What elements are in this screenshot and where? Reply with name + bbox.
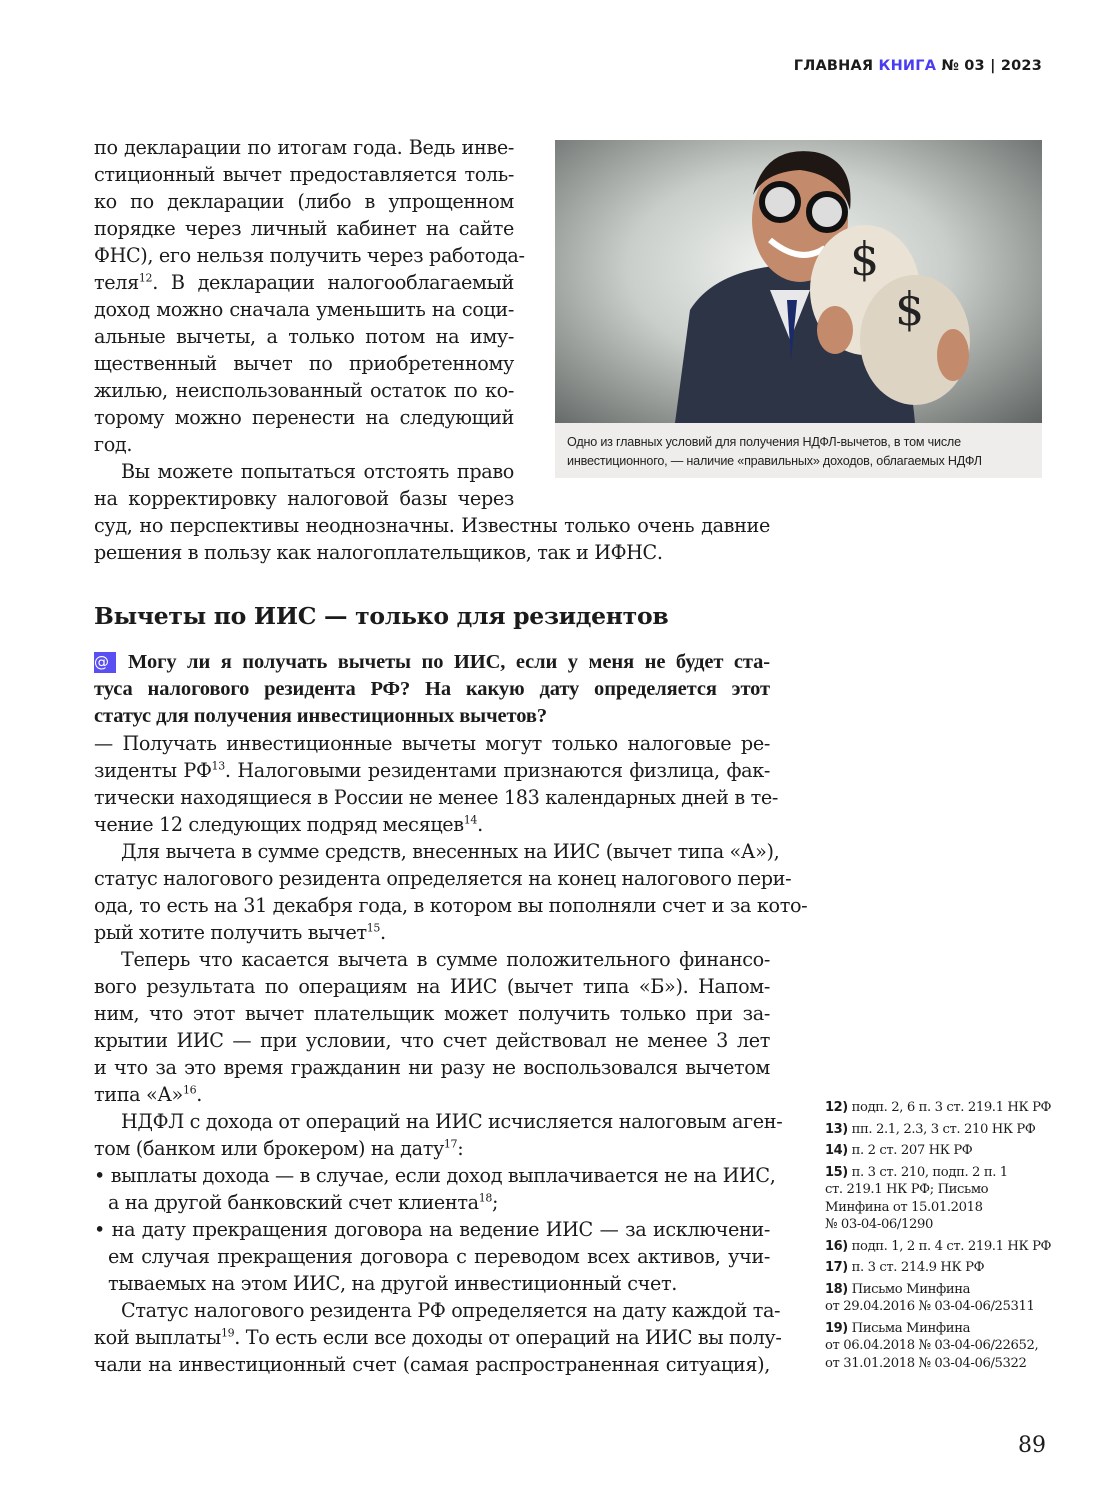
dollar-sign-icon: $ [895,282,925,336]
text-segment: стиционный вычет предоставляется толь- [94,163,514,186]
text-line [94,1135,770,1162]
text-line [94,1108,783,1135]
footnote-text: от 29.04.2016 № 03-04-06/25311 [825,1299,1035,1314]
footnote-number: 14) [825,1143,848,1158]
footnote-number: 16) [825,1238,848,1254]
text-line [94,1297,781,1324]
text-segment: торому можно перенести на следующий [94,406,514,429]
text-line [94,1324,782,1351]
text-line [94,892,808,919]
text-segment: решения в пользу как налогоплательщиков, так и ИФНС. [94,541,663,564]
text-segment: . [196,1083,203,1106]
masthead [794,58,1042,74]
footnote-item [825,1281,1055,1316]
text-line [94,973,770,1000]
text-line [94,1162,776,1189]
text-line [94,458,514,485]
footnotes [825,1099,1055,1376]
text-segment: на корректировку налоговой базы через [94,487,514,510]
article-photo [555,140,1042,423]
text-segment: вого результата по операциям на ИИС (вычет типа «Б»). Напом- [94,975,770,998]
footnote-text: Письма Минфина [851,1320,971,1336]
text-segment: щественный вычет по приобретенному [94,352,514,375]
text-segment: порядке через личный кабинет на сайте [94,217,514,240]
footnote-text: № 03-04-06/1290 [825,1217,933,1232]
footnote-reference: 19 [220,1326,235,1340]
text-segment: чали на инвестиционный счет (самая распространенная ситуация), [94,1353,770,1376]
footnote-text: Письмо Минфина [851,1281,971,1297]
brand-name-2: КНИГА [878,58,937,74]
text-segment: том (банком или брокером) на дату [94,1137,444,1160]
footnote-text: пп. 2.1, 2.3, 3 ст. 210 НК РФ [851,1121,1036,1137]
text-line [94,703,770,730]
footnote-number: 12) [825,1100,848,1115]
footnote-text: подп. 1, 2 п. 4 ст. 219.1 НК РФ [851,1238,1052,1254]
text-line [94,730,770,757]
footnote-reference: 16 [182,1083,197,1097]
text-line [94,1189,770,1216]
footnote-reference: 12 [138,271,153,285]
issue-number: № 03 | 2023 [941,58,1042,74]
text-segment: зиденты РФ [94,759,212,782]
text-segment: рый хотите получить вычет [94,921,367,944]
text-segment: Теперь что касается вычета в сумме положительного финансо- [121,948,770,971]
text-line [94,1243,770,1270]
text-line [94,323,514,350]
text-line [94,431,514,458]
footnote-item [825,1142,1055,1160]
footnote-text: ст. 219.1 НК РФ; Письмо [825,1182,989,1197]
text-line [94,485,514,512]
text-segment: крытии ИИС — при условии, что счет действовал не менее 3 лет [94,1029,770,1052]
footnote-text: от 31.01.2018 № 03-04-06/5322 [825,1355,1027,1371]
text-line [94,838,780,865]
text-line [94,1081,770,1108]
text-line [94,215,514,242]
footnote-reference: 13 [211,759,225,773]
footnote-item [825,1238,1055,1256]
text-line [94,242,525,269]
text-segment: альные вычеты, а только потом на иму- [94,325,514,348]
question-at-icon: @ [94,652,116,673]
text-segment: . То есть если все доходы от операций на ИИС вы полу- [234,1326,782,1349]
text-line [94,676,770,703]
text-segment: Для вычета в сумме средств, внесенных на ИИС (вычет типа «А»), [121,840,780,863]
text-segment: ода, то есть на 31 декабря года, в котором вы пополняли счет и за кото- [94,894,808,917]
footnote-number: 19) [825,1320,848,1336]
text-line [94,1351,770,1378]
photo-caption: Одно из главных условий для получения НДФЛ-вычетов, в том числе инвестиционного, — наличие «правильных» доходов, облагаемых НДФЛ [555,423,1042,478]
text-segment: ко по декларации (либо в упрощенном [94,190,514,213]
text-line [94,296,514,323]
text-segment: год. [94,433,133,456]
footnote-text: подп. 2, 6 п. 3 ст. 219.1 НК РФ [851,1100,1052,1115]
footnote-item [825,1099,1055,1117]
text-line [94,757,770,784]
text-segment: : [457,1137,464,1160]
footnote-item [825,1164,1055,1234]
text-line [94,404,514,431]
footnote-item [825,1259,1055,1277]
footnote-number: 13) [825,1121,848,1137]
text-segment: туса налогового резидента РФ? На какую дату определяется этот [94,678,770,700]
section-heading: Вычеты по ИИС — только для резидентов [94,602,669,630]
text-segment: чение 12 следующих подряд месяцев [94,813,464,836]
text-segment: и что за это время гражданин ни разу не воспользовался вычетом [94,1056,770,1079]
text-line [94,1054,770,1081]
text-segment: а на другой банковский счет клиента [108,1191,479,1214]
text-segment: кой выплаты [94,1326,221,1349]
text-segment: ем случая прекращения договора с переводом всех активов, учи- [108,1245,770,1268]
footnote-text: п. 2 ст. 207 НК РФ [851,1143,973,1158]
text-line [94,1000,770,1027]
footnote-text: Минфина от 15.01.2018 [825,1199,983,1215]
text-segment: статус налогового резидента определяется на конец налогового пери- [94,867,792,890]
text-segment: ; [492,1191,499,1214]
text-segment: . [477,813,483,836]
man-with-money-bags-illustration [555,140,1042,423]
text-segment: статус для получения инвестиционных вычетов? [94,705,548,727]
text-segment: по декларации по итогам года. Ведь инве- [94,136,514,159]
text-line [94,188,514,215]
text-segment: Статус налогового резидента РФ определяется на дату каждой та- [121,1299,781,1322]
text-line [94,784,778,811]
text-line [94,865,792,892]
footnote-number: 18) [825,1281,848,1297]
text-segment: . В декларации налогооблагаемый [152,271,514,294]
footnote-item [825,1121,1055,1139]
text-segment: тываемых на этом ИИС, на другой инвестиционный счет. [108,1272,678,1295]
text-line [94,539,770,566]
text-line [94,350,514,377]
text-segment: теля [94,271,139,294]
text-segment: • выплаты дохода — в случае, если доход выплачивается не на ИИС, [94,1164,776,1187]
footnote-reference: 17 [443,1137,458,1151]
text-line [94,134,514,161]
text-line [94,1027,770,1054]
footnote-text: п. 3 ст. 210, подп. 2 п. 1 [851,1164,1008,1180]
text-line [94,811,770,838]
text-segment: . [380,921,386,944]
footnote-number: 17) [825,1260,848,1275]
text-segment: жилью, неиспользованный остаток по ко- [94,379,514,402]
text-line [94,649,770,676]
text-segment: НДФЛ с дохода от операций на ИИС исчисляется налоговым аген- [121,1110,783,1133]
text-segment: ним, что этот вычет плательщик может получить только при за- [94,1002,770,1025]
footnote-number: 15) [825,1164,848,1180]
text-segment: • на дату прекращения договора на ведение ИИС — за исключени- [94,1218,770,1241]
text-segment: ФНС), его нельзя получить через работода- [94,244,525,267]
text-line [94,161,514,188]
footnote-item [825,1320,1055,1373]
text-line [94,946,770,973]
dollar-sign-icon: $ [850,232,880,286]
page-number: 89 [1018,1433,1046,1458]
text-line [94,377,514,404]
text-segment: доход можно сначала уменьшить на соци- [94,298,514,321]
text-line [94,1270,770,1297]
footnote-reference: 14 [463,813,478,827]
footnote-reference: 15 [366,921,381,935]
text-segment: суд, но перспективы неоднозначны. Известны только очень давние [94,514,770,537]
text-segment: Вы можете попытаться отстоять право [121,460,514,483]
text-line [94,1216,770,1243]
footnote-text: от 06.04.2018 № 03-04-06/22652, [825,1338,1039,1353]
text-segment: — Получать инвестиционные вычеты могут только налоговые ре- [94,732,770,755]
text-segment: . Налоговыми резидентами признаются физлица, фак- [224,759,770,782]
text-line [94,512,770,539]
text-segment: Могу ли я получать вычеты по ИИС, если у меня не будет ста- [128,651,770,673]
brand-name-1: ГЛАВНАЯ [793,58,874,74]
text-segment: типа «А» [94,1083,183,1106]
footnote-reference: 18 [478,1191,493,1205]
text-line [94,919,770,946]
footnote-text: п. 3 ст. 214.9 НК РФ [851,1260,985,1275]
text-segment: тически находящиеся в России не менее 183 календарных дней в те- [94,786,778,809]
text-line [94,269,514,296]
qa-text [94,649,808,1378]
